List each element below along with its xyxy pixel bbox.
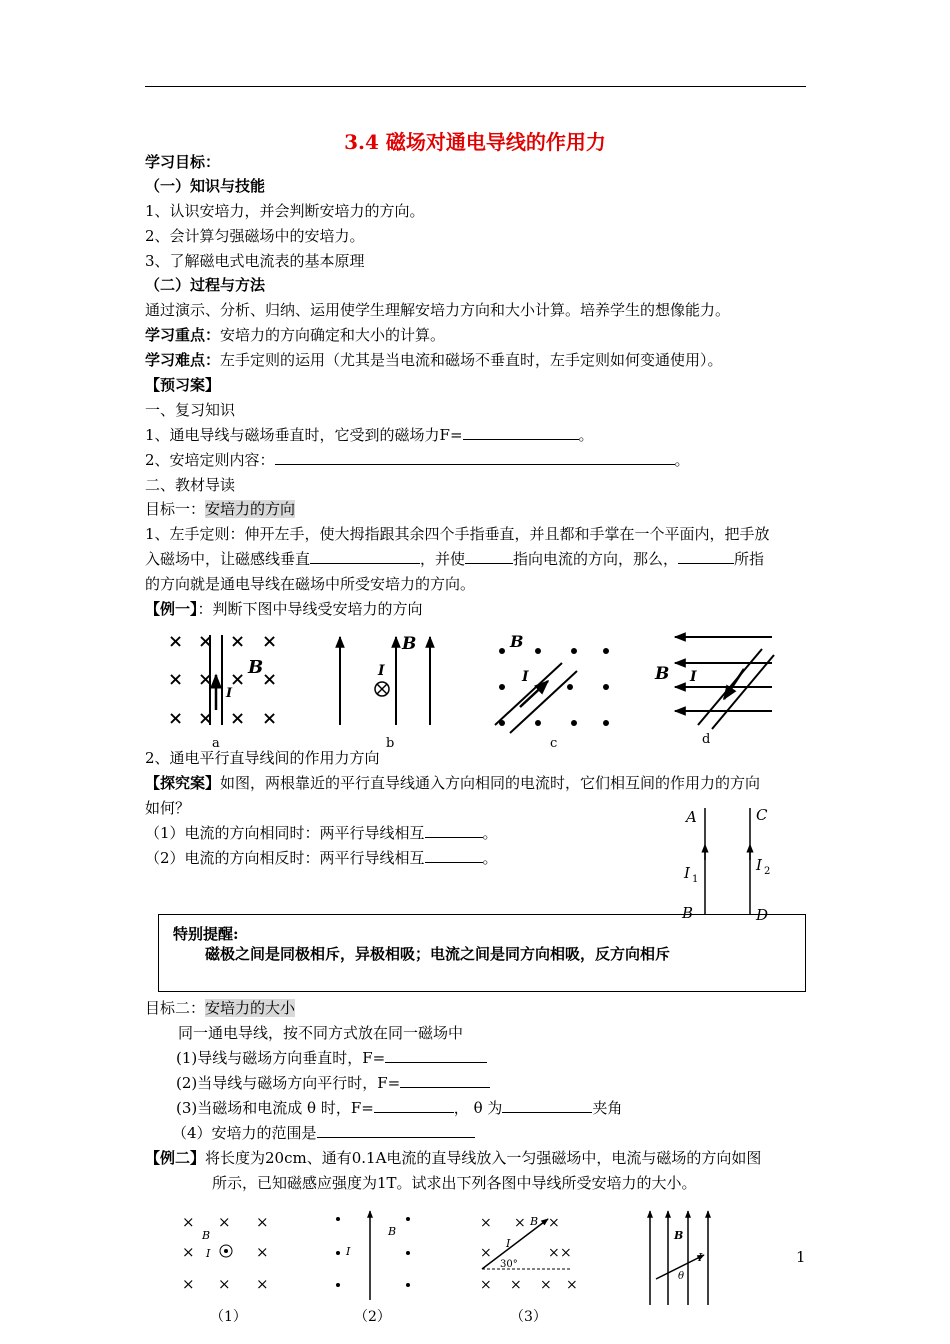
goal1-label: 目标一： — [145, 500, 206, 518]
figure-caption: a — [212, 736, 220, 751]
cross-mark: × — [182, 1275, 195, 1293]
cross-mark: × — [540, 1277, 552, 1293]
left-hand-rule-l1: 1、左手定则：伸开左手，使大拇指跟其余四个手指垂直，并且都和手掌在一个平面内，把手放 — [145, 525, 770, 543]
cross-mark: × — [480, 1215, 492, 1231]
rule-text: 入磁场中，让磁感线垂直 — [145, 550, 311, 568]
review-q2-text: 2、安培定则内容： — [145, 451, 275, 469]
goal2-label: 目标二： — [145, 999, 206, 1017]
example2-text: 将长度为20cm、通有0.1A电流的直导线放入一匀强磁场中，电流与磁场的方向如图 — [205, 1149, 762, 1167]
rule-text: ，并使 — [420, 550, 466, 568]
reminder-text: 磁极之间是同极相斥，异极相吸；电流之间是同方向相吸，反方向相斥 — [205, 945, 671, 963]
goal2-intro: 同一通电导线，按不同方式放在同一磁场中 — [178, 1024, 464, 1042]
goal2-item-2 — [176, 1073, 490, 1093]
figure-4 — [650, 1211, 708, 1305]
header-rule — [145, 86, 806, 87]
objective-item-2: 2、会计算匀强磁场中的安培力。 — [145, 227, 365, 245]
cross-mark: × — [182, 1243, 195, 1261]
figure-3 — [480, 1215, 578, 1325]
label-d: D — [756, 906, 769, 924]
answer-blank[interactable] — [502, 1098, 592, 1113]
objective-item-1: 1、认识安培力，并会判断安培力的方向。 — [145, 202, 425, 220]
parallel-title: 2、通电平行直导线间的作用力方向 — [145, 749, 380, 767]
explore-q2-end: 。 — [482, 849, 498, 867]
explore-q1-end: 。 — [482, 824, 498, 842]
dot-mark — [406, 1217, 410, 1221]
dot-mark — [535, 648, 541, 654]
dot-mark — [603, 720, 609, 726]
cross-mark: × — [168, 708, 184, 729]
goal2-item-text: (1)导线与磁场方向垂直时，F= — [176, 1049, 386, 1067]
cross-mark: × — [218, 1275, 231, 1293]
answer-blank[interactable] — [465, 549, 513, 564]
explore-label: 【探究案】 — [145, 774, 221, 792]
review-q1 — [145, 425, 594, 445]
key-point — [145, 325, 445, 345]
dot-mark — [499, 648, 505, 654]
current-label: I — [506, 1237, 511, 1250]
figure-caption: （2） — [354, 1309, 391, 1325]
example1 — [145, 599, 423, 619]
guide-heading: 二、教材导读 — [145, 476, 236, 494]
section-process: （二）过程与方法 — [145, 276, 266, 294]
dot-mark — [571, 720, 577, 726]
figure-a — [168, 631, 277, 751]
cross-mark: × — [256, 1213, 269, 1231]
current-label: I — [690, 669, 697, 685]
answer-blank[interactable] — [385, 1048, 487, 1063]
goal1-heading — [145, 499, 295, 519]
cross-mark: × — [168, 631, 184, 652]
explore-q2-text: （2）电流的方向相反时：两平行导线相互 — [145, 849, 425, 867]
cross-mark: × — [256, 1243, 269, 1261]
cross-mark: × — [230, 669, 246, 690]
section-knowledge: （一）知识与技能 — [145, 177, 266, 195]
process-text: 通过演示、分析、归纳、运用使学生理解安培力方向和大小计算。培养学生的想像能力。 — [145, 301, 731, 319]
label-i2: I — [756, 856, 762, 874]
label-b: B — [682, 904, 694, 922]
goal2-item-3 — [176, 1098, 622, 1118]
cross-mark: × — [560, 1245, 572, 1261]
explore-q1-text: （1）电流的方向相同时：两平行导线相互 — [145, 824, 425, 842]
parallel-wires-figure — [670, 800, 810, 925]
cross-mark: × — [548, 1215, 560, 1231]
figure-caption: （3） — [510, 1309, 547, 1325]
figure-2 — [336, 1211, 410, 1325]
review-q2 — [145, 450, 690, 470]
figure-caption: c — [550, 736, 558, 751]
key-label: 学习重点： — [145, 326, 221, 344]
answer-blank[interactable] — [425, 848, 483, 863]
answer-blank[interactable] — [275, 450, 675, 465]
goal1-title: 安培力的方向 — [205, 500, 296, 518]
dot-mark — [406, 1251, 410, 1255]
cross-mark: × — [548, 1245, 560, 1261]
current-label: I — [206, 1247, 211, 1260]
answer-blank[interactable] — [374, 1098, 454, 1113]
theta-label: θ — [678, 1271, 685, 1282]
cross-mark: × — [198, 708, 214, 729]
dot-mark — [603, 648, 609, 654]
current-label: I — [698, 1251, 703, 1264]
label-a: A — [686, 808, 697, 826]
label-i2-sub: 2 — [764, 866, 771, 877]
current-label: I — [346, 1245, 351, 1258]
current-label: I — [522, 669, 529, 685]
cross-mark: × — [262, 708, 278, 729]
review-q1-text: 1、通电导线与磁场垂直时，它受到的磁场力F= — [145, 426, 463, 444]
page-number: 1 — [796, 1248, 806, 1266]
answer-blank[interactable] — [425, 823, 483, 838]
figure-caption: b — [386, 736, 395, 751]
goal2-item-text: ， θ 为 — [453, 1099, 503, 1117]
example2-figures — [170, 1205, 730, 1340]
explore-text: 如图，两根靠近的平行直导线通入方向相同的电流时，它们相互间的作用力的方向 — [220, 774, 761, 792]
goal2-item-text: 夹角 — [592, 1099, 623, 1117]
angle-label: 30° — [500, 1259, 518, 1270]
explore-q2 — [145, 848, 498, 868]
review-q2-end: 。 — [674, 451, 690, 469]
dot-mark — [336, 1283, 340, 1287]
goal2-item-text: (3)当磁场和电流成 θ 时，F= — [176, 1099, 374, 1117]
example1-label: 【例一】 — [145, 600, 198, 618]
field-label: B — [202, 1229, 211, 1242]
left-hand-rule-l3: 的方向就是通电导线在磁场中所受安培力的方向。 — [145, 575, 476, 593]
difficulty-label: 学习难点： — [145, 351, 221, 369]
explore-l2: 如何？ — [145, 799, 191, 817]
cross-mark: × — [514, 1215, 526, 1231]
special-reminder-box — [158, 914, 806, 992]
cross-mark: × — [480, 1245, 492, 1261]
label-c: C — [756, 806, 768, 824]
cross-mark: × — [566, 1277, 578, 1293]
figure-d — [654, 637, 774, 747]
page-title: 3.4 磁场对通电导线的作用力 — [344, 130, 606, 154]
goal2-item-text: (2)当导线与磁场方向平行时，F= — [176, 1074, 401, 1092]
cross-mark: × — [480, 1277, 492, 1293]
cross-mark: × — [230, 708, 246, 729]
dot-mark — [336, 1217, 340, 1221]
field-label: B — [510, 632, 524, 651]
field-label: B — [530, 1215, 539, 1228]
review-heading: 一、复习知识 — [145, 401, 236, 419]
dot-mark — [603, 684, 609, 690]
goal2-heading — [145, 998, 295, 1018]
objectives-heading: 学习目标： — [145, 153, 221, 171]
answer-blank[interactable] — [317, 1123, 475, 1138]
explore-l1 — [145, 773, 760, 793]
figure-b — [340, 634, 430, 751]
example1-text: ：判断下图中导线受安培力的方向 — [197, 600, 423, 618]
key-text: 安培力的方向确定和大小的计算。 — [220, 326, 446, 344]
reminder-title: 特别提醒: — [173, 925, 239, 943]
answer-blank[interactable] — [310, 549, 420, 564]
difficulty — [145, 350, 723, 370]
cross-mark: × — [218, 1213, 231, 1231]
current-label: I — [226, 686, 233, 701]
dot-mark — [406, 1283, 410, 1287]
field-label: B — [402, 634, 417, 654]
explore-q1 — [145, 823, 498, 843]
preview-heading: 【预习案】 — [145, 376, 221, 394]
field-label: B — [248, 657, 264, 678]
answer-blank[interactable] — [463, 425, 579, 440]
field-label: B — [655, 664, 670, 684]
dot-mark — [336, 1251, 340, 1255]
cross-mark: × — [198, 631, 214, 652]
answer-blank[interactable] — [400, 1073, 490, 1088]
objective-item-3: 3、了解磁电式电流表的基本原理 — [145, 252, 365, 270]
example1-figures — [150, 625, 790, 755]
field-label: B — [674, 1229, 684, 1242]
rule-text: 指向电流的方向，那么， — [513, 550, 679, 568]
cross-mark: × — [168, 669, 184, 690]
left-hand-rule-l2 — [145, 549, 764, 569]
figure-caption: d — [702, 732, 711, 747]
cross-mark: × — [230, 631, 246, 652]
cross-mark: × — [182, 1213, 195, 1231]
dot-mark — [535, 720, 541, 726]
dot-mark — [499, 684, 505, 690]
goal2-item-4 — [172, 1123, 475, 1143]
example2-l1 — [145, 1148, 761, 1168]
figure-1 — [182, 1213, 269, 1325]
cross-mark: × — [198, 669, 214, 690]
example2-l2: 所示，已知磁感应强度为1T。试求出下列各图中导线所受安培力的大小。 — [212, 1174, 697, 1192]
figure-c — [495, 632, 609, 751]
dot-mark — [571, 648, 577, 654]
wire — [712, 655, 774, 729]
figure-caption: （1） — [210, 1309, 247, 1325]
label-i1: I — [684, 864, 690, 882]
field-label: B — [388, 1225, 397, 1238]
cross-mark: × — [262, 669, 278, 690]
current-label: I — [378, 663, 385, 679]
review-q1-end: 。 — [578, 426, 594, 444]
rule-text: 所指 — [734, 550, 765, 568]
goal2-title: 安培力的大小 — [205, 999, 296, 1017]
cross-mark: × — [510, 1277, 522, 1293]
cross-mark: × — [262, 631, 278, 652]
label-i1-sub: 1 — [692, 874, 699, 885]
dot-mark — [567, 684, 573, 690]
difficulty-text: 左手定则的运用（尤其是当电流和磁场不垂直时，左手定则如何变通使用）。 — [220, 351, 723, 369]
answer-blank[interactable] — [678, 549, 734, 564]
example2-label: 【例二】 — [145, 1149, 206, 1167]
goal2-item-1 — [176, 1048, 487, 1068]
cross-mark: × — [256, 1275, 269, 1293]
goal2-item-text: （4）安培力的范围是 — [172, 1124, 317, 1142]
